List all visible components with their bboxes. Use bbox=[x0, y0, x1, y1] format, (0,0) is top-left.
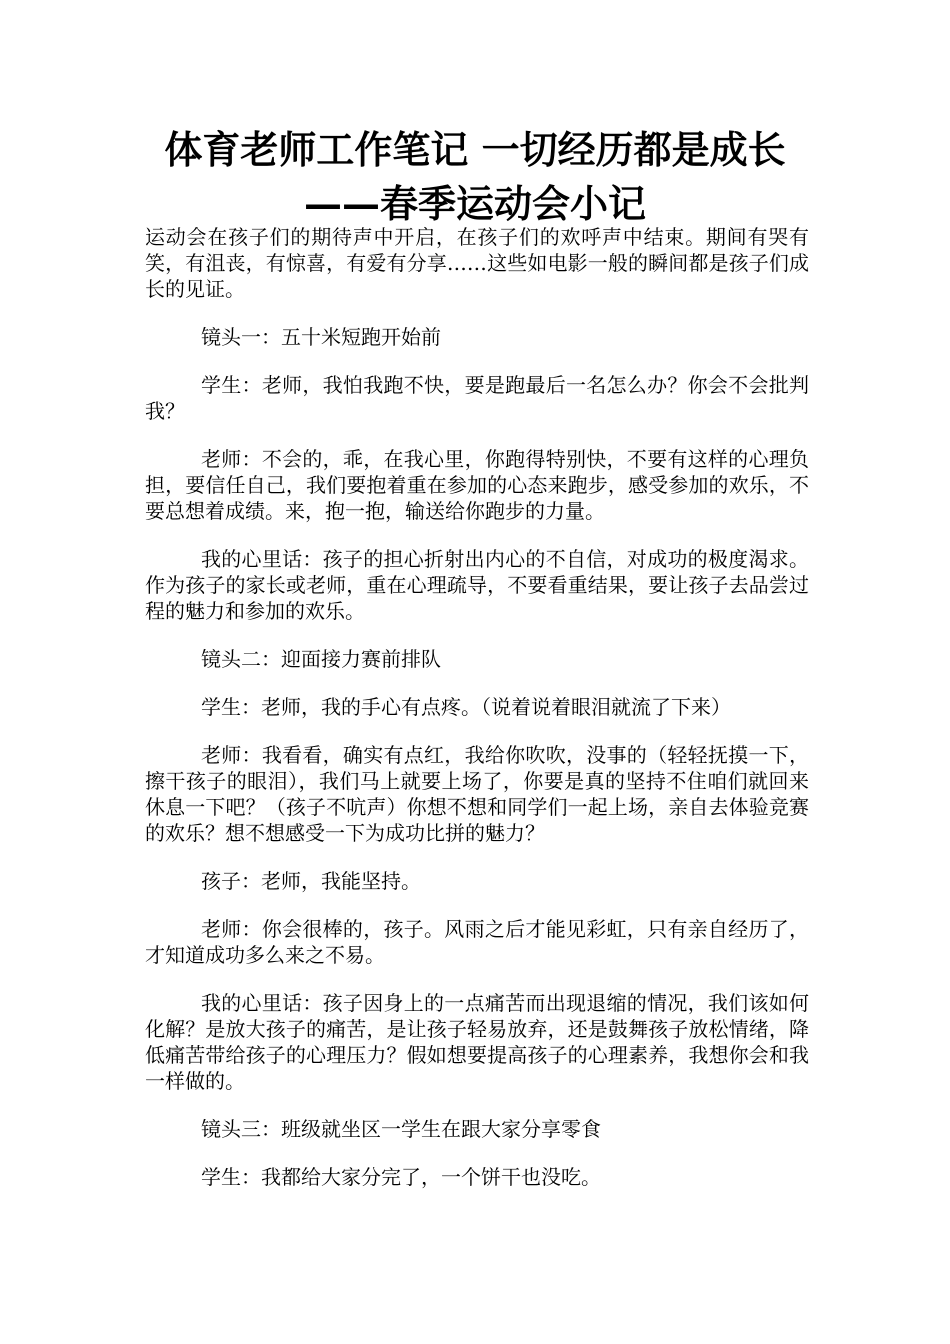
paragraph-intro: 运动会在孩子们的期待声中开启，在孩子们的欢呼声中结束。期间有哭有笑，有沮丧，有惊喜，有爱有分享……这些如电影一般的瞬间都是孩子们成长的见证。 bbox=[145, 225, 809, 301]
paragraph-student-2: 学生：老师，我的手心有点疼。（说着说着眼泪就流了下来） bbox=[201, 695, 731, 719]
paragraph-child-reply: 孩子：老师，我能坚持。 bbox=[201, 869, 421, 893]
document-body bbox=[145, 224, 809, 1212]
document-title-line2: ——春季运动会小记 bbox=[303, 181, 646, 226]
paragraph-student-3: 学生：我都给大家分完了，一个饼干也没吃。 bbox=[201, 1165, 601, 1189]
paragraph-student-1: 学生：老师，我怕我跑不快，要是跑最后一名怎么办？你会不会批判我？ bbox=[145, 373, 809, 423]
paragraph-teacher-2: 老师：我看看，确实有点红，我给你吹吹，没事的（轻轻抚摸一下，擦干孩子的眼泪），我们马上就要上场了，你要是真的坚持不住咱们就回来休息一下吧？（孩子不吭声）你想不想和同学们一起上场，亲自去体验竞赛的欢乐？想不想感受一下为成功比拼的魅力？ bbox=[145, 743, 809, 845]
paragraph-teacher-3: 老师：你会很棒的，孩子。风雨之后才能见彩虹，只有亲自经历了，才知道成功多么来之不易。 bbox=[145, 917, 809, 967]
paragraph-reflection-1: 我的心里话：孩子的担心折射出内心的不自信，对成功的极度渴求。作为孩子的家长或老师，重在心理疏导，不要看重结果，要让孩子去品尝过程的魅力和参加的欢乐。 bbox=[145, 547, 809, 623]
paragraph-teacher-1: 老师：不会的，乖，在我心里，你跑得特别快，不要有这样的心理负担，要信任自己，我们要抱着重在参加的心态来跑步，感受参加的欢乐，不要总想着成绩。来，抱一抱，输送给你跑步的力量。 bbox=[145, 447, 809, 523]
paragraph-scene1-heading: 镜头一：五十米短跑开始前 bbox=[201, 325, 441, 349]
document-title-line1: 体育老师工作笔记 一切经历都是成长 bbox=[164, 127, 786, 172]
paragraph-scene3-heading: 镜头三：班级就坐区一学生在跟大家分享零食 bbox=[201, 1117, 601, 1141]
paragraph-reflection-2: 我的心里话：孩子因身上的一点痛苦而出现退缩的情况，我们该如何化解？是放大孩子的痛苦，是让孩子轻易放弃，还是鼓舞孩子放松情绪，降低痛苦带给孩子的心理压力？假如想要提高孩子的心理素养，我想你会和我一样做的。 bbox=[145, 991, 809, 1093]
paragraph-scene2-heading: 镜头二：迎面接力赛前排队 bbox=[201, 647, 441, 671]
